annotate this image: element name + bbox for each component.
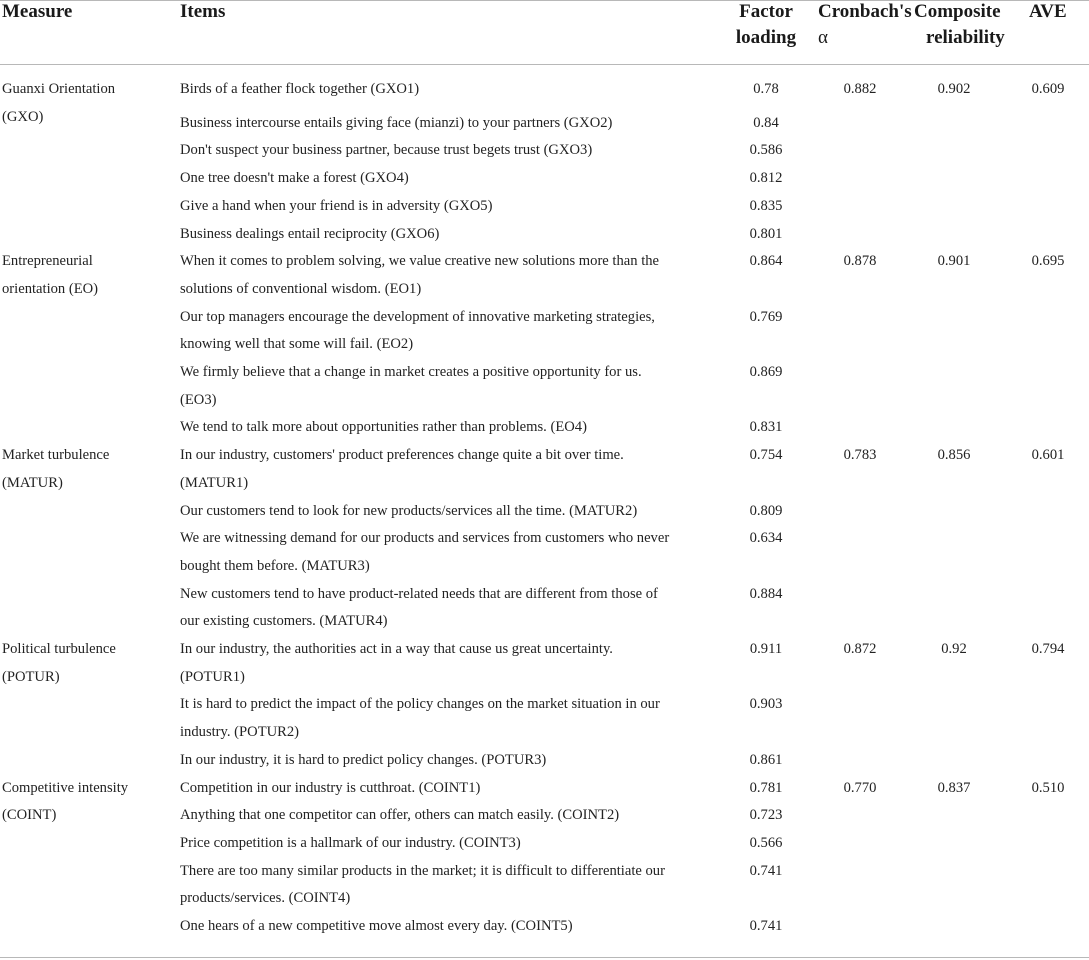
factor-loading-value: 0.586 [749,142,783,159]
header-factor-loading [733,0,799,51]
header-composite-line2: reliability [926,27,1005,48]
item-text: (EO3) [180,391,217,408]
item-text: New customers tend to have product-related needs that are different from those of [180,585,658,602]
item-text: In our industry, customers' product preferences change quite a bit over time. [180,447,624,464]
item-text: Business intercourse entails giving face (mianzi) to your partners (GXO2) [180,114,613,131]
item-text: bought them before. (MATUR3) [180,557,370,574]
header-bottom-rule [0,64,1089,65]
composite-reliability-value: 0.856 [937,447,971,464]
factor-loading-value: 0.812 [749,170,783,187]
header-items: Items [180,1,226,22]
cronbach-alpha-value: 0.882 [843,81,877,97]
factor-loading-value: 0.741 [749,862,783,879]
measure-label: (GXO) [2,108,44,125]
measure-label: (COINT) [2,807,57,824]
item-text: Give a hand when your friend is in adversity (GXO5) [180,197,493,214]
item-text: Don't suspect your business partner, because trust begets trust (GXO3) [180,142,593,159]
item-text: We firmly believe that a change in market creates a positive opportunity for us. [180,364,642,380]
header-factor-loading-line1: Factor [739,1,793,22]
ave-value: 0.794 [1031,641,1065,657]
item-text: Birds of a feather flock together (GXO1) [180,81,420,97]
composite-reliability-value: 0.837 [937,779,971,796]
item-text: One hears of a new competitive move almost every day. (COINT5) [180,918,573,934]
factor-loading-value: 0.869 [749,364,783,380]
item-text: industry. (POTUR2) [180,724,300,741]
factor-loading-value: 0.84 [753,114,779,131]
header-cronbach-line2: α [818,27,828,48]
factor-loading-value: 0.801 [749,225,783,242]
measure-label: Competitive intensity [2,779,129,796]
measure-label: (POTUR) [2,668,60,685]
item-text: (MATUR1) [180,474,249,491]
item-text: There are too many similar products in the market; it is difficult to differentiate our [180,862,665,879]
item-text: Business dealings entail reciprocity (GXO6) [180,225,440,242]
factor-loading-value: 0.634 [749,530,783,547]
factor-loading-value: 0.741 [749,918,783,934]
header-factor-loading-line2: loading [735,27,797,48]
measure-label: orientation (EO) [2,280,99,297]
composite-reliability-value: 0.902 [937,81,971,97]
ave-value: 0.695 [1031,253,1065,270]
ave-value: 0.601 [1031,447,1065,464]
table-bottom-rule [0,957,1089,958]
measure-label: Market turbulence [2,447,110,464]
item-text: Price competition is a hallmark of our industry. (COINT3) [180,834,521,851]
composite-reliability-value: 0.92 [941,641,967,657]
header-cronbach [818,0,912,51]
factor-loading-value: 0.723 [749,807,783,824]
measure-label: Guanxi Orientation [2,81,116,97]
item-text: solutions of conventional wisdom. (EO1) [180,280,422,297]
composite-reliability-value: 0.901 [937,253,971,270]
measure-label: Entrepreneurial [2,253,93,270]
factor-loading-value: 0.809 [749,502,783,519]
factor-loading-value: 0.884 [749,585,783,602]
factor-loading-value: 0.903 [749,696,783,713]
item-text: In our industry, it is hard to predict policy changes. (POTUR3) [180,751,547,768]
item-text: knowing well that some will fail. (EO2) [180,336,414,353]
item-text: products/services. (COINT4) [180,890,351,907]
item-text: Our top managers encourage the development of innovative marketing strategies, [180,308,655,325]
factor-loading-value: 0.861 [749,751,783,768]
factor-loading-value: 0.754 [749,447,783,464]
item-text: We are witnessing demand for our products and services from customers who never [180,530,670,547]
factor-loading-value: 0.835 [749,197,783,214]
ave-value: 0.510 [1031,779,1065,796]
item-text: One tree doesn't make a forest (GXO4) [180,170,409,187]
measure-label: (MATUR) [2,474,63,491]
item-text: It is hard to predict the impact of the policy changes on the market situation in our [180,696,660,713]
header-cronbach-line1: Cronbach's [818,1,912,22]
header-ave: AVE [1029,1,1067,22]
header-measure: Measure [2,1,73,22]
item-text: We tend to talk more about opportunities rather than problems. (EO4) [180,419,587,436]
factor-loading-value: 0.864 [749,253,783,270]
item-text: (POTUR1) [180,668,245,685]
factor-loading-value: 0.769 [749,308,783,325]
cronbach-alpha-value: 0.872 [843,641,877,657]
item-text: When it comes to problem solving, we value creative new solutions more than the [180,253,660,270]
factor-loading-value: 0.831 [749,419,783,436]
factor-loading-value: 0.566 [749,834,783,851]
cronbach-alpha-value: 0.770 [843,779,877,796]
item-text: Our customers tend to look for new products/services all the time. (MATUR2) [180,502,638,519]
ave-value: 0.609 [1031,81,1065,97]
header-composite [914,0,1005,51]
factor-loading-value: 0.911 [749,641,783,657]
factor-loading-value: 0.78 [753,81,779,97]
measure-label: Political turbulence [2,641,116,657]
item-text: our existing customers. (MATUR4) [180,613,388,630]
item-text: Anything that one competitor can offer, others can match easily. (COINT2) [180,807,620,824]
item-text: In our industry, the authorities act in a way that cause us great uncertainty. [180,641,613,657]
item-text: Competition in our industry is cutthroat. (COINT1) [180,779,481,796]
cronbach-alpha-value: 0.878 [843,253,877,270]
header-composite-line1: Composite [914,1,1001,22]
factor-loading-value: 0.781 [749,779,783,796]
cronbach-alpha-value: 0.783 [843,447,877,464]
